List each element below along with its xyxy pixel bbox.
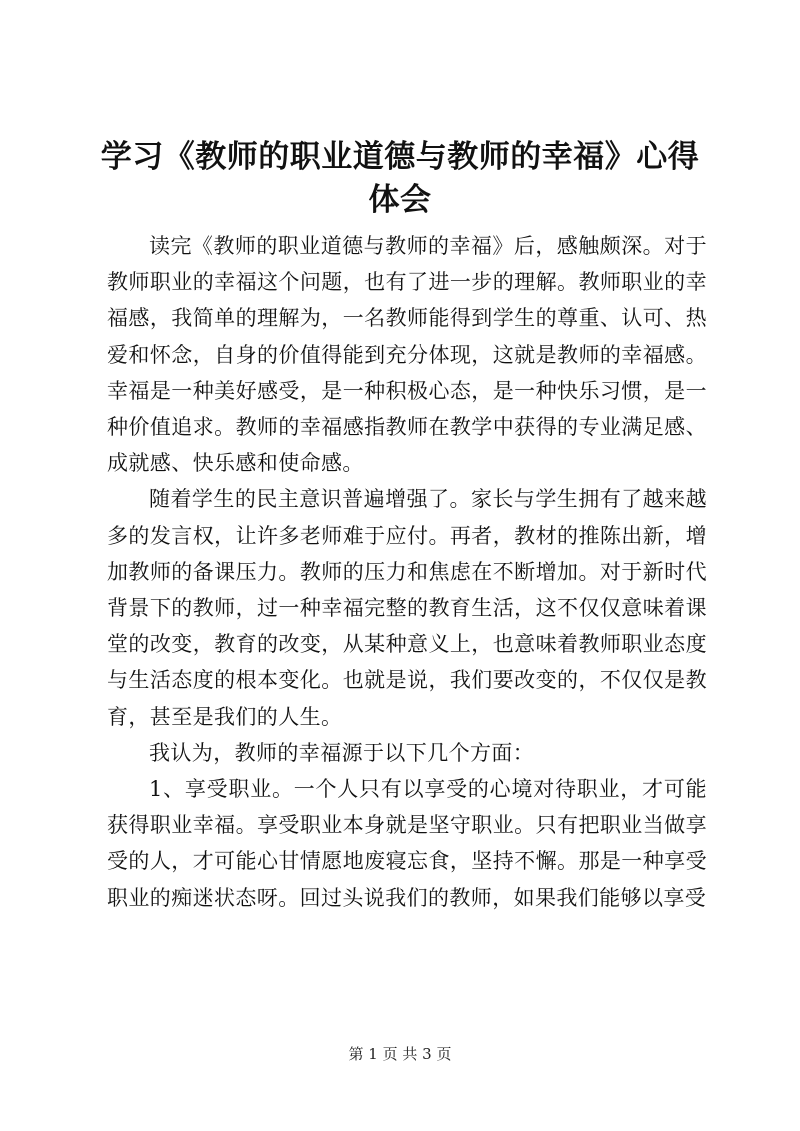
document-title: 学习《教师的职业道德与教师的幸福》心得体会: [100, 139, 700, 218]
page-number-footer: 第 1 页 共 3 页: [348, 1045, 452, 1063]
paragraph-4: 1、享受职业。一个人只有以享受的心境对待职业，才可能获得职业幸福。享受职业本身就是坚守职业。只有把职业当做享受的人，才可能心甘情愿地废寝忘食，坚持不懈。那是一种享受职业的痴迷状态呀。回过头说我们的教师，如果我们能够以享受: [107, 777, 707, 910]
paragraph-3: 我认为，教师的幸福源于以下几个方面：: [149, 740, 535, 765]
paragraph-1: 读完《教师的职业道德与教师的幸福》后，感触颇深。对于教师职业的幸福这个问题，也有了进一步的理解。教师职业的幸福感，我简单的理解为，一名教师能得到学生的尊重、认可、热爱和怀念，自身的价值得能到充分体现，这就是教师的幸福感。幸福是一种美好感受，是一种积极心态，是一种快乐习惯，是一种价值追求。教师的幸福感指教师在教学中获得的专业满足感、成就感、快乐感和使命感。: [107, 234, 707, 476]
paragraph-2: 随着学生的民主意识普遍增强了。家长与学生拥有了越来越多的发言权，让许多老师难于应付。再者，教材的推陈出新，增加教师的备课压力。教师的压力和焦虑在不断增加。对于新时代背景下的教师，过一种幸福完整的教育生活，这不仅仅意味着课堂的改变，教育的改变，从某种意义上，也意味着教师职业态度与生活态度的根本变化。也就是说，我们要改变的，不仅仅是教育，甚至是我们的人生。: [107, 487, 707, 729]
document-body: [107, 228, 707, 916]
